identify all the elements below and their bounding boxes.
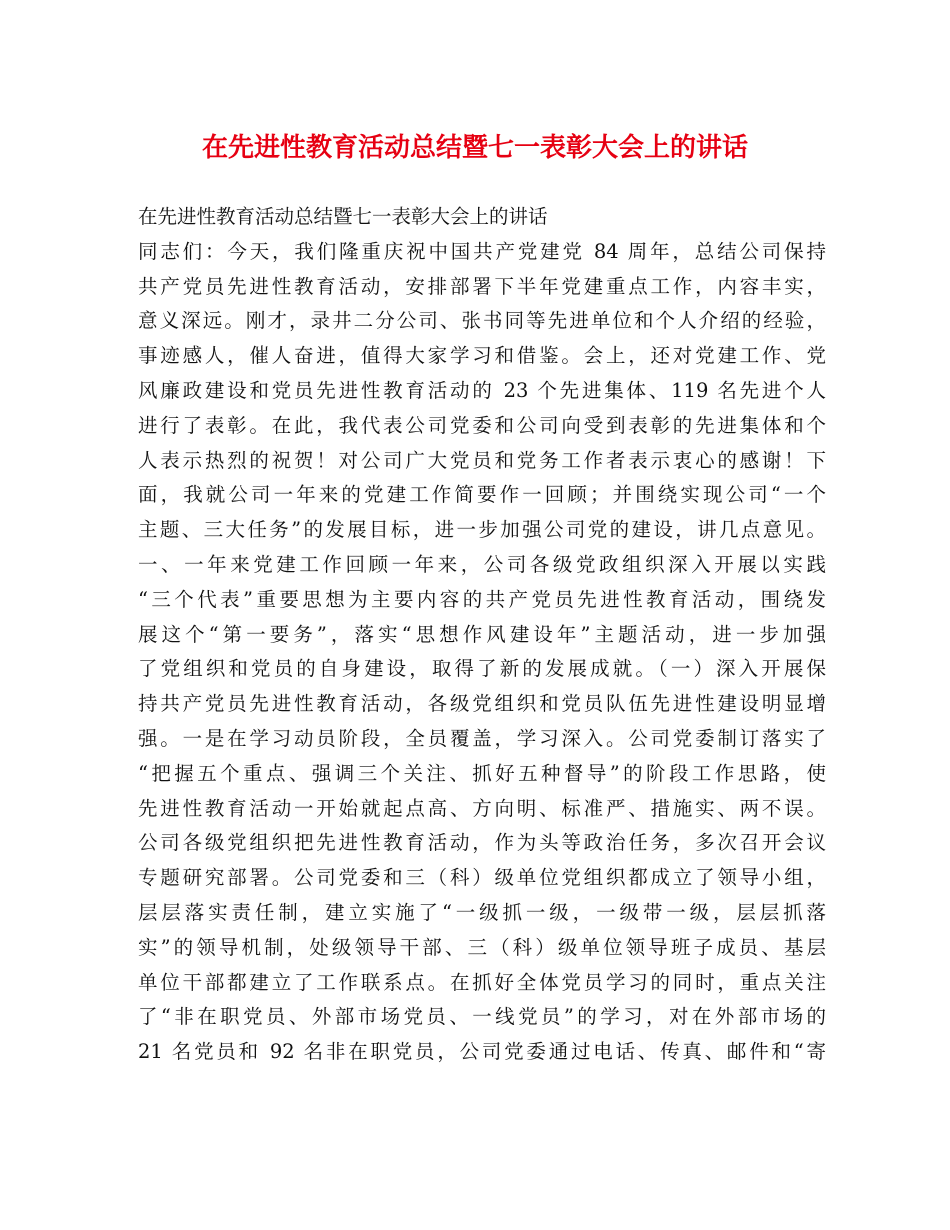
body-line: 风廉政建设和党员先进性教育活动的 23 个先进集体、119 名先进个人 — [138, 378, 826, 402]
body-line: 一、一年来党建工作回顾一年来，公司各级党政组织深入开展以实践 — [138, 552, 826, 576]
body-line: 事迹感人，催人奋进，值得大家学习和借鉴。会上，还对党建工作、党 — [138, 344, 826, 368]
body-line: 意义深远。刚才，录井二分公司、张书同等先进单位和个人介绍的经验， — [138, 309, 826, 333]
body-line: “把握五个重点、强调三个关注、抓好五种督导”的阶段工作思路，使 — [138, 761, 826, 785]
body-line: 层层落实责任制，建立实施了“一级抓一级，一级带一级，层层抓落 — [138, 900, 826, 924]
body-line: 先进性教育活动一开始就起点高、方向明、标准严、措施实、两不误。 — [138, 796, 826, 820]
body-line: 专题研究部署。公司党委和三（科）级单位党组织都成立了领导小组， — [138, 866, 826, 890]
body-line: “三个代表”重要思想为主要内容的共产党员先进性教育活动，围绕发 — [138, 587, 826, 611]
body-line: 了党组织和党员的自身建设，取得了新的发展成就。（一）深入开展保 — [138, 657, 826, 681]
body-line: 强。一是在学习动员阶段，全员覆盖，学习深入。公司党委制订落实了 — [138, 726, 826, 750]
body-line: 21 名党员和 92 名非在职党员，公司党委通过电话、传真、邮件和“寄 — [138, 1040, 826, 1064]
body-line: 单位干部都建立了工作联系点。在抓好全体党员学习的同时，重点关注 — [138, 970, 826, 994]
body-line: 面，我就公司一年来的党建工作简要作一回顾；并围绕实现公司“一个 — [138, 483, 826, 507]
body-line: 展这个“第一要务”，落实“思想作风建设年”主题活动，进一步加强 — [138, 622, 826, 646]
body-line: 同志们：今天，我们隆重庆祝中国共产党建党 84 周年，总结公司保持 — [138, 239, 826, 263]
document-body — [138, 200, 826, 1070]
body-line: 持共产党员先进性教育活动，各级党组织和党员队伍先进性建设明显增 — [138, 692, 826, 716]
body-line: 主题、三大任务”的发展目标，进一步加强公司党的建设，讲几点意见。 — [138, 518, 826, 542]
body-line: 了“非在职党员、外部市场党员、一线党员”的学习，对在外部市场的 — [138, 1005, 826, 1029]
body-line: 进行了表彰。在此，我代表公司党委和公司向受到表彰的先进集体和个 — [138, 413, 826, 437]
body-line: 公司各级党组织把先进性教育活动，作为头等政治任务，多次召开会议 — [138, 831, 826, 855]
body-line: 在先进性教育活动总结暨七一表彰大会上的讲话 — [138, 205, 548, 228]
body-line: 人表示热烈的祝贺！对公司广大党员和党务工作者表示衷心的感谢！下 — [138, 448, 826, 472]
body-line: 共产党员先进性教育活动，安排部署下半年党建重点工作，内容丰实， — [138, 274, 826, 298]
body-line: 实”的领导机制，处级领导干部、三（科）级单位领导班子成员、基层 — [138, 935, 826, 959]
document-title: 在先进性教育活动总结暨七一表彰大会上的讲话 — [201, 133, 748, 163]
